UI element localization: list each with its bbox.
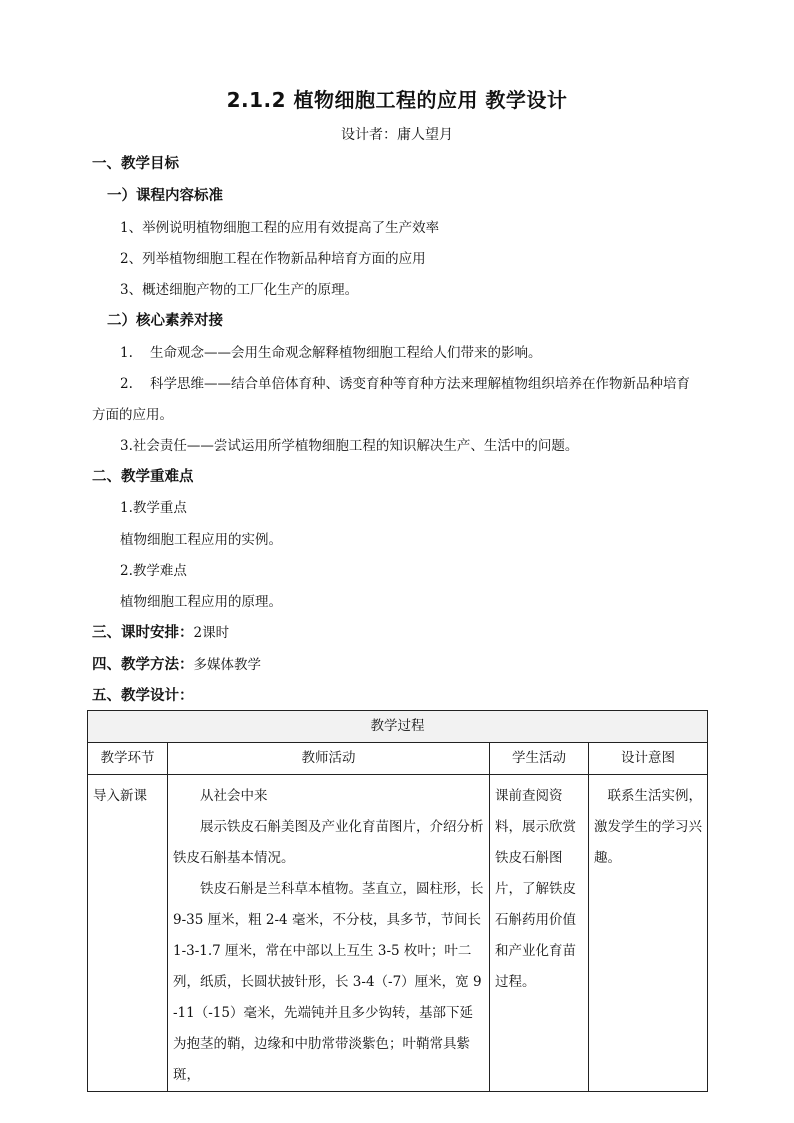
column-header-teacher: 教师活动	[168, 743, 490, 775]
design-intent: 联系生活实例，激发学生的学习兴趣。	[594, 788, 702, 866]
table-row	[88, 775, 708, 1092]
stage-text: 导入新课	[93, 788, 147, 804]
column-header-student: 学生活动	[490, 743, 589, 775]
student-activity: 课前查阅资料，展示欣赏铁皮石斛图片，了解铁皮石斛药用价值和产业化育苗过程。	[495, 788, 576, 990]
list-item: 3、概述细胞产物的工厂化生产的原理。	[120, 282, 359, 298]
table-title: 教学过程	[88, 711, 708, 743]
teaching-process-table	[87, 710, 708, 1092]
method-label: 四、教学方法：	[92, 657, 194, 673]
difficult-point-label: 2.教学难点	[120, 563, 187, 579]
list-item: 2. 科学思维——结合单倍体育种、诱变育种等育种方法来理解植物组织培养在作物新品种培育	[120, 376, 691, 392]
list-item: 2、列举植物细胞工程在作物新品种培育方面的应用	[120, 251, 426, 267]
teacher-cell	[168, 775, 490, 1092]
teacher-paragraph: 展示铁皮石斛美图及产业化育苗图片，介绍分析铁皮石斛基本情况。	[173, 819, 484, 866]
list-item: 3.社会责任——尝试运用所学植物细胞工程的知识解决生产、生活中的问题。	[120, 438, 579, 454]
key-point-label: 1.教学重点	[120, 500, 187, 516]
section-heading-method	[92, 655, 261, 675]
column-header-stage: 教学环节	[88, 743, 168, 775]
method-value: 多媒体教学	[193, 657, 261, 673]
intent-cell	[589, 775, 708, 1092]
teacher-activity	[168, 775, 489, 1091]
column-header-intent: 设计意图	[589, 743, 708, 775]
list-item: 1、举例说明植物细胞工程的应用有效提高了生产效率	[120, 220, 440, 236]
section-heading-key-difficult-points: 二、教学重难点	[92, 469, 194, 485]
schedule-label: 三、课时安排：	[92, 625, 194, 641]
teacher-paragraph: 从社会中来	[200, 788, 268, 804]
teacher-paragraph: 铁皮石斛是兰科草本植物。茎直立，圆柱形，长 9-35 厘米，粗 2-4 毫米，不分枝，具多节，节间长 1-3-1.7 厘米，常在中部以上互生 3-5 枚叶；叶二列，纸质，长圆状披针形，长 3-4（-7）厘米，宽 9-11（-15）毫米，先端钝并且多少钩转，基部下延为抱茎的鞘，边缘和中肋常带淡紫色；叶鞘常具紫斑，	[173, 881, 484, 1083]
subheading-core-literacy: 二）核心素养对接	[107, 313, 223, 329]
schedule-value: 2课时	[193, 625, 230, 641]
key-point-text: 植物细胞工程应用的实例。	[120, 532, 282, 548]
designer-line: 设计者：庸人望月	[341, 127, 453, 143]
list-item: 1. 生命观念——会用生命观念解释植物细胞工程给人们带来的影响。	[120, 345, 542, 361]
section-heading-objectives: 一、教学目标	[92, 156, 179, 172]
section-heading-design: 五、教学设计：	[92, 688, 194, 704]
list-item-continuation: 方面的应用。	[92, 407, 173, 423]
document-title: 2.1.2 植物细胞工程的应用 教学设计	[226, 88, 568, 112]
student-cell	[490, 775, 589, 1092]
difficult-point-text: 植物细胞工程应用的原理。	[120, 594, 282, 610]
subheading-curriculum-standards: 一）课程内容标准	[107, 188, 223, 204]
stage-cell	[88, 775, 168, 1092]
section-heading-schedule	[92, 623, 229, 643]
